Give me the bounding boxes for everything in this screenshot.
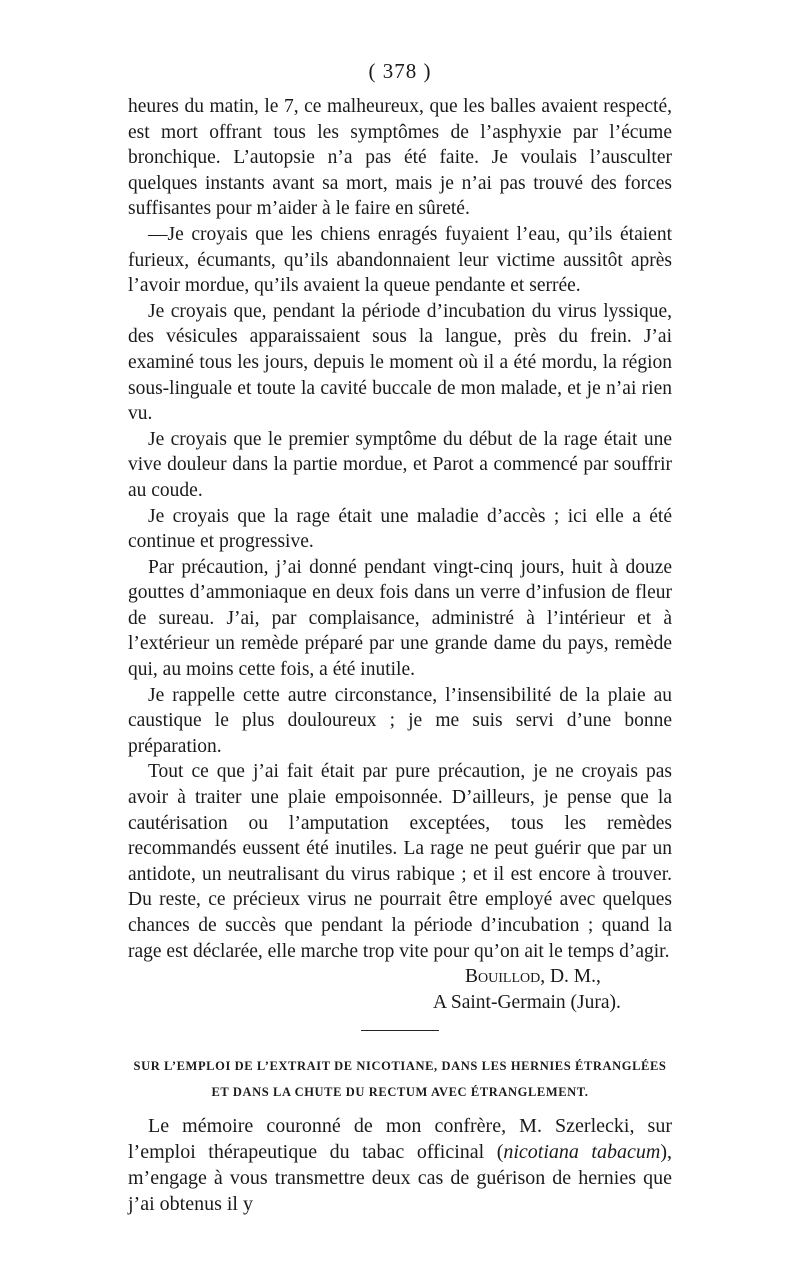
signature-name: Bouillod, D. M., bbox=[465, 966, 601, 988]
section-title-line-1: SUR L’EMPLOI DE L’EXTRAIT DE NICOTIANE, DANS LES HERNIES ÉTRANGLÉES bbox=[133, 1059, 667, 1074]
signature-block bbox=[128, 964, 672, 1016]
section-paragraph bbox=[128, 1113, 672, 1217]
paragraph-3: Je croyais que, pendant la période d’incubation du virus lyssique, des vésicules apparaissaient sous la langue, près du frein. J’ai examiné tous les jours, depuis le moment où il a été mordu, la région sous-linguale et toute la cavité buccale de mon malade, et je n’ai rien vu. bbox=[128, 300, 672, 425]
signature-place: A Saint-Germain (Jura). bbox=[433, 992, 621, 1014]
section-text-after: ), m’engage à vous transmettre deux cas de guérison de hernies que j’ai obtenus il y bbox=[128, 1141, 672, 1216]
section-text-before: Le mémoire couronné de mon confrère, M. Szerlecki, sur l’emploi thérapeutique du tabac officinal ( bbox=[128, 1115, 672, 1164]
paragraph-1: heures du matin, le 7, ce malheureux, que les balles avaient respecté, est mort offrant tous les symptômes de l’asphyxie par l’écume bronchique. L’autopsie n’a pas été faite. Je voulais l’ausculter quelques instants avant sa mort, mais je n’ai pas trouvé des forces suffisantes pour m’aider à le faire en sûreté. bbox=[128, 96, 672, 220]
paragraph-4: Je croyais que le premier symptôme du début de la rage était une vive douleur dans la partie mordue, et Parot a commencé par souffrir au coude. bbox=[128, 428, 672, 501]
section-title bbox=[128, 1053, 672, 1105]
section-title-line-2: ET DANS LA CHUTE DU RECTUM AVEC ÉTRANGLEMENT. bbox=[211, 1085, 589, 1100]
paragraph-7: Je rappelle cette autre circonstance, l’insensibilité de la plaie au caustique le plus douloureux ; je me suis servi d’une bonne préparation. bbox=[128, 684, 672, 757]
paragraph-6: Par précaution, j’ai donné pendant vingt-cinq jours, huit à douze gouttes d’ammoniaque en deux fois dans un verre d’infusion de fleur de sureau. J’ai, par complaisance, administré à l’intérieur et à l’extérieur un remède préparé par une grande dame du pays, remède qui, au moins cette fois, a été inutile. bbox=[128, 556, 672, 681]
section-divider bbox=[361, 1030, 439, 1031]
section-body bbox=[128, 1113, 672, 1217]
document-page bbox=[128, 56, 672, 1217]
paragraph-2: —Je croyais que les chiens enragés fuyaient l’eau, qu’ils étaient furieux, écumants, qu’ils abandonnaient leur victime aussitôt après l’avoir mordue, qu’ils avaient la queue pendante et serrée. bbox=[128, 223, 672, 297]
section-text-italic: nicotiana tabacum bbox=[503, 1141, 661, 1164]
paragraph-8: Tout ce que j’ai fait était par pure précaution, je ne croyais pas avoir à traiter une plaie empoisonnée. D’ailleurs, je pense que la cautérisation ou l’amputation exceptées, tous les remèdes recommandés eussent été inutiles. La rage ne peut guérir que par un antidote, un neutralisant du virus rabique ; et il est encore à trouver. Du reste, ce précieux virus ne pourrait être employé avec quelques chances de succès que pendant la période d’incubation ; quand la rage est déclarée, elle marche trop vite pour qu’on ait le temps d’agir. bbox=[128, 761, 672, 962]
paragraph-5: Je croyais que la rage était une maladie d’accès ; ici elle a été continue et progressive. bbox=[128, 505, 672, 553]
page-number: ( 378 ) bbox=[368, 59, 432, 83]
